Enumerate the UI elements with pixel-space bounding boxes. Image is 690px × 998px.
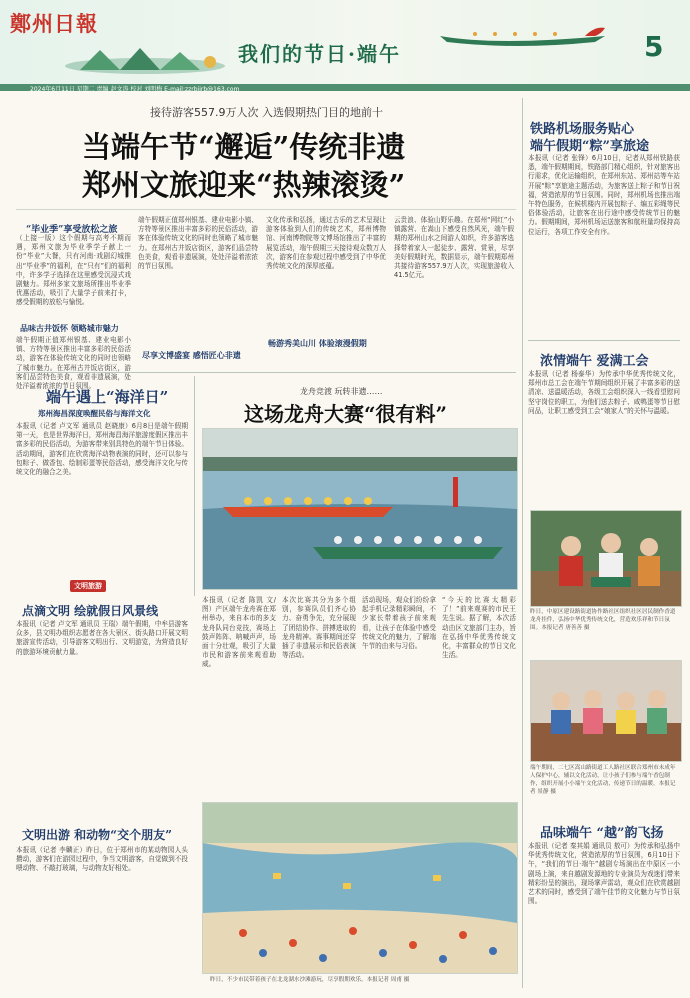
dragon-boat-body-col1: 本报讯（记者 陈凯 文/图）产区端午龙舟赛在郑州举办，来自本市的多支龙舟队同台竞技，赛场上鼓声阵阵、呐喊声声，场面十分壮观，吸引了大量市民和游客前来观看助威。 xyxy=(202,596,276,669)
kids-photo xyxy=(530,660,682,762)
dragon-boat-photo xyxy=(202,428,518,590)
union-photo xyxy=(530,510,682,607)
masthead-banner xyxy=(0,0,690,84)
lead-body-col4: 云贵浪、体验山野乐趣。在郑州“网红”小镇露营、在嵩山下感受自然风光，端午假期的郑州山水之间游人如织，许多游客选择带着家人一起徒步、露营、赏景，尽享美好假期时光，数据显示，端午假期郑州共接待游客557.9万人次，实现旅游收入41.5亿元。 xyxy=(394,216,514,280)
union-photo-illustration xyxy=(531,511,681,606)
dateline: 2024年6月11日 星期二 责编 赵文涛 校对 刘明梅 E-mail:zzrbjjrb@163.com xyxy=(30,86,240,93)
ocean-day-subhead: 郑州海昌深度唤醒民俗与海洋文化 xyxy=(38,409,151,418)
union-body: 本报讯（记者 杨泰华）为传承中华优秀传统文化，郑州市总工会在端午节期间组织开展了丰富多彩的送清凉、送温暖活动，各级工会组织深入一线看望慰问坚守岗位的职工，为他们送去粽子、咸鸭蛋等节日慰问品，让职工感受到工会“娘家人”的关怀与温暖。 xyxy=(528,370,680,415)
lead-subhead-graduation: “毕业季”享受放松之旅 xyxy=(26,225,118,235)
rail-headline-line2: 端午假期“粽”享旅途 xyxy=(530,139,649,154)
civilized-tourism-tag: 文明旅游 xyxy=(70,580,106,592)
newspaper-logo: 鄭州日報 xyxy=(10,11,98,36)
dragon-boat-body-col3: 活动现场，观众们纷纷拿起手机记录精彩瞬间，不少家长带着孩子前来观看，让孩子在体验中感受传统文化的魅力，了解端午节的由来与习俗。 xyxy=(362,596,436,651)
beach-photo xyxy=(202,802,518,974)
lead-headline-line1: 当端午节“邂逅”传统非遗 xyxy=(82,130,406,164)
dragon-boat-kicker: 龙舟竞渡 玩转非遗…… xyxy=(300,387,383,396)
zongzi-decoration-icon xyxy=(60,44,230,76)
kids-photo-caption: 端午期间，二七区嵩山路街道工人路社区联合郑州市未成年人保护中心，辅以文化活动，让小孩子们参与端午香包制作，组织开展小小端午文化活动，传递节日的温暖。本报记者 景静 摄 xyxy=(530,765,676,795)
right-column-rule xyxy=(522,98,523,988)
lead-headline-line2: 郑州文旅迎来“热辣滚烫” xyxy=(82,168,406,202)
dragon-boat-decoration-icon xyxy=(435,22,610,48)
civilized-body-2: 本报讯（记者 李麟正）昨日，位于郑州市的某动物园人头攒动，游客们在游园过程中，争当文明游客，自觉做到不投喂动物、不敲打玻璃，与动物友好相处。 xyxy=(16,846,188,873)
lead-subhead-museum: 尽享文博盛宴 感悟匠心非遗 xyxy=(142,350,241,360)
beach-photo-illustration xyxy=(203,803,517,973)
page-number: 5 xyxy=(644,30,664,63)
lead-subhead-city-charm: 品味古井饭怀 领略城市魅力 xyxy=(20,323,119,333)
dragon-boat-headline: 这场龙舟大赛“很有料” xyxy=(244,402,448,426)
rail-headline-line1: 铁路机场服务贴心 xyxy=(530,122,635,137)
lead-divider xyxy=(16,209,516,210)
rail-divider-1 xyxy=(528,340,680,341)
opera-body: 本报讯（记者 秦其娟 通讯员 敖可）为传承和弘扬中华优秀传统文化，营造浓厚的节日氛围，6月10日下午，“我们的节日·端午”越剧专场演出在中原区一小剧场上演，来自越剧发源地的专业演员为戏迷们带来精彩纷呈的演出，现场掌声雷动，观众们在欣赏越剧艺术的同时，感受到了端午佳节的文化魅力与节日氛围。 xyxy=(528,842,680,906)
middle-rule xyxy=(194,376,195,596)
lead-subhead-mountains: 畅游秀美山川 体验滚漫假期 xyxy=(268,338,367,348)
union-headline: 浓情端午 爱满工会 xyxy=(540,354,649,369)
lead-body-col1b: 端午假期正值郑州银基、建业电影小镇、方特等景区推出丰富多彩的民俗活动，游客在体验传统文化的同时也领略了城市魅力。在郑州古井饭店街区，游客们品尝特色美食，观看非遗展演，处处洋溢着浓浓的节日氛围。 xyxy=(16,336,131,391)
civilized-body-1: 本报讯（记者 卢文军 通讯员 王瑞）端午假期，中牟县游客众多，县文明办组织志愿者在各大景区、街头路口开展文明旅游宣传活动，引导游客文明出行、文明游览，为营造良好的旅游环境贡献力量。 xyxy=(16,620,188,656)
dragon-boat-body-col4: “今天的比赛太精彩了！”前来观赛的市民王先生说。据了解，本次活动由区文旅部门主办，旨在弘扬中华优秀传统文化，丰富群众的节日文化生活。 xyxy=(442,596,516,660)
civilized-headline-2: 文明出游 和动物“交个朋友” xyxy=(22,828,172,842)
masthead-strip xyxy=(0,84,690,91)
middle-top-divider xyxy=(16,372,516,373)
ocean-day-headline: 端午遇上“海洋日” xyxy=(46,388,169,406)
dragon-boat-photo-illustration xyxy=(203,429,517,589)
lead-body-col2: 端午假期正值郑州银基、建业电影小镇、方特等景区推出丰富多彩的民俗活动，游客在体验传统文化的同时也领略了城市魅力。在郑州古井饭店街区，游客们品尝特色美食，观看非遗展演，处处洋溢着浓浓的节日氛围。 xyxy=(138,216,258,271)
lead-body-col3: 文化传承和弘扬，通过古乐的艺术呈现让游客体验到人们的传统艺术，郑州博物馆、河南博物院等文博场馆推出了丰富的展览活动，端午假期三天接待观众数万人次，游客们在参观过程中感受到了中华优秀传统文化的深厚底蕴。 xyxy=(266,216,386,271)
opera-headline: 品味端午 “越”韵飞扬 xyxy=(540,826,664,841)
kids-photo-illustration xyxy=(531,661,681,761)
dragon-boat-body-col2: 本次比赛共分为多个组别，参赛队员们齐心协力、奋勇争先，充分展现了团结协作、拼搏进取的龙舟精神。赛事期间还穿插了非遗展示和民俗表演等活动。 xyxy=(282,596,356,660)
lead-body-col1: （上接一版）这个假期与高考不期而遇，郑州文旅为毕业季学子献上一份“毕业”大餐，只有河南·戏剧幻城推出“毕业季”的福利，在“只有”们的福利中，许多学子选择在这里感受沉浸式戏剧魅力。郑州多家文旅场所推出毕业季优惠活动，吸引了大量学子前来打卡，感受假期的放松与愉悦。 xyxy=(16,234,131,307)
beach-photo-caption: 昨日，不少市民带着孩子在北龙湖水沙滩游玩，尽享假期欢乐。本报记者 周甫 摄 xyxy=(210,977,410,983)
union-photo-caption: 昨日，中原区建设路街道协作路社区组织社区居民制作香道龙舟挂件，弘扬中华优秀传统文化，营造欢乐祥和节日氛围。本报记者 唐善善 摄 xyxy=(530,609,676,631)
page-section-title: 我们的节日·端午 xyxy=(238,42,401,66)
civilized-tourism-tag-row xyxy=(16,578,188,596)
civilized-headline-1: 点滴文明 绘就假日风景线 xyxy=(22,604,159,618)
rail-body: 本报讯（记者 张锋）6月10日，记者从郑州铁路获悉，端午假期期间，铁路部门精心组织，针对旅客出行需求，优化运输组织，在郑州东站、郑州站等车站开展“粽”享旅途主题活动，为旅客送上粽子和节日祝福，营造浓厚的节日氛围。同时，郑州机场也推出端午特色服务，在候机楼内开展包粽子、编五彩绳等民俗体验活动，让旅客在出行途中感受传统节日的魅力。假期期间，郑州机场运送旅客和航班量均保持高位运行，各项工作安全有序。 xyxy=(528,154,680,236)
ocean-day-body: 本报讯（记者 卢文军 通讯员 赵晓康）6月8日是端午假期第一天，也是世界海洋日，郑州海昌海洋旅游度假区推出丰富多彩的民俗活动，为游客带来别具特色的端午节日体验。活动期间，游客们在欣赏海洋动物表演的同时，还可以参与包粽子、做香包、绘制彩蛋等民俗活动，感受海洋文化与传统文化的融合之美。 xyxy=(16,422,188,477)
lead-kicker: 接待游客557.9万人次 入选假期热门目的地前十 xyxy=(150,106,383,119)
